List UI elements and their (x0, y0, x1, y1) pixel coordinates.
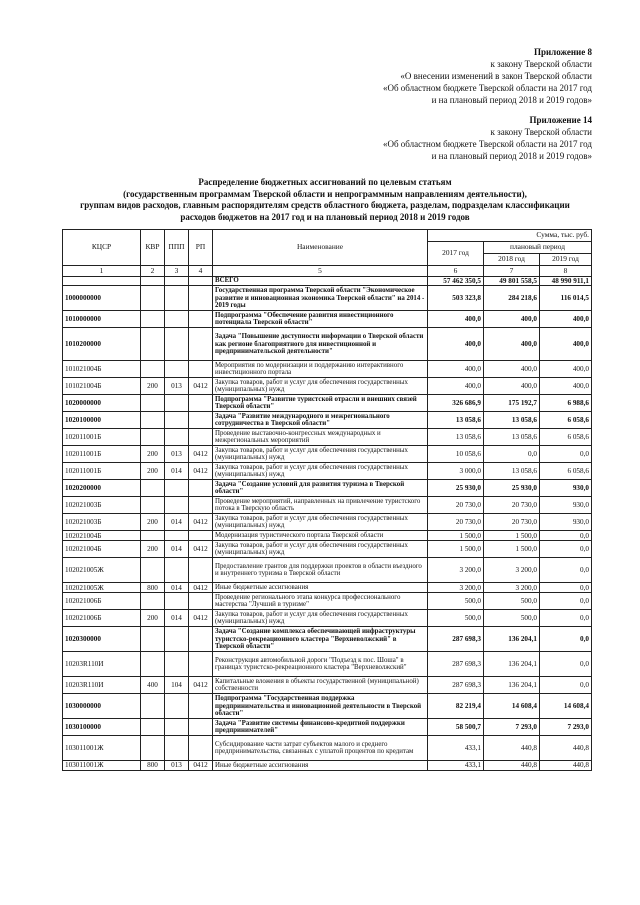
row-value-2018: 400,0 (484, 328, 540, 361)
row-value-2019: 7 293,0 (540, 719, 592, 736)
row-value-2018: 13 058,6 (484, 429, 540, 446)
row-value-2018: 500,0 (484, 593, 540, 610)
row-kcsr: 102011001Б (63, 463, 141, 480)
document-title-line: Распределение бюджетных ассигнований по целевым статьям (198, 177, 452, 187)
row-grbs: 013 (165, 378, 189, 395)
row-name: Закупка товаров, работ и услуг для обеспечения государственных (муниципальных) нужд (213, 514, 428, 531)
row-rp (189, 558, 213, 583)
document-title-line: (государственным программам Тверской области и непрограммным направлениям деятельности), (123, 188, 527, 199)
row-value-2019: 440,8 (540, 761, 592, 770)
row-rp: 0412 (189, 677, 213, 694)
row-value-2018: 14 608,4 (484, 694, 540, 719)
row-kvr (141, 497, 165, 514)
budget-table (62, 229, 592, 771)
row-rp (189, 627, 213, 652)
table-row (63, 583, 592, 593)
appendix-8-line: к закону Тверской области (490, 59, 592, 69)
row-kvr (141, 277, 165, 286)
table-row (63, 677, 592, 694)
row-value-2018: 13 058,6 (484, 412, 540, 429)
row-kcsr: 1020200000 (63, 480, 141, 497)
row-kvr (141, 361, 165, 378)
row-value-2017: 400,0 (428, 311, 484, 328)
column-number: 2 (141, 266, 165, 277)
row-kcsr: 1010000000 (63, 311, 141, 328)
row-grbs (165, 277, 189, 286)
table-row (63, 652, 592, 677)
row-value-2019: 0,0 (540, 652, 592, 677)
row-value-2018: 400,0 (484, 311, 540, 328)
appendix-14-line: и на плановый период 2018 и 2019 годов» (431, 151, 592, 161)
row-kcsr: 102021006Б (63, 610, 141, 627)
row-value-2018: 7 293,0 (484, 719, 540, 736)
appendix-8-line: и на плановый период 2018 и 2019 годов» (431, 95, 592, 105)
row-value-2017: 3 000,0 (428, 463, 484, 480)
appendix-8-header (383, 46, 592, 106)
row-value-2017: 58 500,7 (428, 719, 484, 736)
row-kvr (141, 480, 165, 497)
row-rp (189, 480, 213, 497)
row-value-2018: 400,0 (484, 378, 540, 395)
document-title (60, 177, 590, 223)
row-grbs (165, 395, 189, 412)
table-row (63, 593, 592, 610)
row-name: Закупка товаров, работ и услуг для обеспечения государственных (муниципальных) нужд (213, 446, 428, 463)
row-kcsr: 103011001Ж (63, 736, 141, 761)
row-value-2017: 287 698,3 (428, 677, 484, 694)
row-value-2019: 400,0 (540, 311, 592, 328)
row-rp: 0412 (189, 610, 213, 627)
table-row (63, 361, 592, 378)
row-kcsr: 102011001Б (63, 446, 141, 463)
row-grbs (165, 497, 189, 514)
row-value-2019: 0,0 (540, 677, 592, 694)
row-name: Предоставление грантов для поддержки проектов в области въездного и внутреннего туризма в Тверской области (213, 558, 428, 583)
row-value-2019: 6 058,6 (540, 412, 592, 429)
row-value-2017: 13 058,6 (428, 429, 484, 446)
row-value-2017: 20 730,0 (428, 497, 484, 514)
row-rp: 0412 (189, 761, 213, 770)
row-name: Закупка товаров, работ и услуг для обеспечения государственных (муниципальных) нужд (213, 463, 428, 480)
table-row (63, 719, 592, 736)
row-grbs (165, 531, 189, 541)
appendix-14-header (383, 114, 592, 162)
row-kvr (141, 719, 165, 736)
row-name: Закупка товаров, работ и услуг для обеспечения государственных (муниципальных) нужд (213, 541, 428, 558)
row-name: Задача "Развитие международного и межрегионального сотрудничества в Тверской области" (213, 412, 428, 429)
row-rp (189, 395, 213, 412)
row-kcsr: 10203R110И (63, 652, 141, 677)
row-kvr (141, 412, 165, 429)
table-row (63, 395, 592, 412)
row-value-2018: 440,8 (484, 736, 540, 761)
row-value-2017: 57 462 350,5 (428, 277, 484, 286)
row-grbs: 104 (165, 677, 189, 694)
row-name: Модернизация туристического портала Тверской области (213, 531, 428, 541)
row-value-2018: 440,8 (484, 761, 540, 770)
row-name: Реконструкция автомобильной дороги "Подъезд к пос. Шоша" в границах туристско-рекреационного кластера "Верхневолжский" (213, 652, 428, 677)
row-grbs (165, 480, 189, 497)
row-kcsr: 101021004Б (63, 378, 141, 395)
column-number: 4 (189, 266, 213, 277)
column-number: 6 (428, 266, 484, 277)
row-value-2018: 25 930,0 (484, 480, 540, 497)
appendix-14-line: к закону Тверской области (490, 127, 592, 137)
row-value-2018: 20 730,0 (484, 514, 540, 531)
table-row (63, 610, 592, 627)
row-kvr: 200 (141, 541, 165, 558)
row-kvr (141, 627, 165, 652)
row-value-2017: 433,1 (428, 761, 484, 770)
row-grbs (165, 694, 189, 719)
row-value-2017: 287 698,3 (428, 627, 484, 652)
column-number: 5 (213, 266, 428, 277)
row-value-2017: 503 323,8 (428, 286, 484, 311)
row-value-2019: 116 014,5 (540, 286, 592, 311)
row-value-2019: 400,0 (540, 328, 592, 361)
header-kvr: КВР (141, 230, 165, 266)
row-name: Задача "Развитие системы финансово-кредитной поддержки предпринимателей" (213, 719, 428, 736)
row-value-2017: 1 500,0 (428, 541, 484, 558)
appendix-14-line: «Об областном бюджете Тверской области на 2017 год (382, 139, 592, 149)
row-rp (189, 497, 213, 514)
row-kvr (141, 652, 165, 677)
row-name: ВСЕГО (213, 277, 428, 286)
row-value-2017: 326 686,9 (428, 395, 484, 412)
column-number: 8 (540, 266, 592, 277)
row-kcsr: 102021004Б (63, 531, 141, 541)
row-value-2017: 3 200,0 (428, 583, 484, 593)
row-grbs: 014 (165, 583, 189, 593)
row-name: Подпрограмма "Развитие туристской отрасли и внешних связей Тверской области" (213, 395, 428, 412)
row-kcsr: 10203R110И (63, 677, 141, 694)
table-row (63, 761, 592, 770)
row-kvr: 800 (141, 761, 165, 770)
row-rp (189, 286, 213, 311)
appendix-8-line: «Об областном бюджете Тверской области на 2017 год (382, 83, 592, 93)
row-value-2018: 3 200,0 (484, 583, 540, 593)
table-row (63, 446, 592, 463)
document-title-line: расходов бюджетов на 2017 год и на плановый период 2018 и 2019 годов (180, 211, 470, 222)
row-rp: 0412 (189, 583, 213, 593)
row-value-2018: 20 730,0 (484, 497, 540, 514)
row-value-2017: 500,0 (428, 610, 484, 627)
row-kvr (141, 429, 165, 446)
row-value-2017: 400,0 (428, 328, 484, 361)
row-value-2018: 13 058,6 (484, 463, 540, 480)
row-value-2019: 930,0 (540, 480, 592, 497)
row-kvr: 200 (141, 514, 165, 531)
row-value-2018: 136 204,1 (484, 677, 540, 694)
row-value-2019: 6 058,6 (540, 429, 592, 446)
row-value-2019: 0,0 (540, 583, 592, 593)
row-value-2019: 6 988,6 (540, 395, 592, 412)
row-rp: 0412 (189, 463, 213, 480)
table-row (63, 412, 592, 429)
row-value-2017: 3 200,0 (428, 558, 484, 583)
row-kvr (141, 694, 165, 719)
row-name: Субсидирование части затрат субъектов малого и среднего предпринимательства, связанных с уплатой процентов по кредитам (213, 736, 428, 761)
row-value-2018: 136 204,1 (484, 652, 540, 677)
row-kcsr: 101021004Б (63, 361, 141, 378)
row-kcsr: 102021003Б (63, 514, 141, 531)
row-kvr (141, 311, 165, 328)
row-kvr (141, 286, 165, 311)
row-rp: 0412 (189, 514, 213, 531)
table-row (63, 514, 592, 531)
row-kcsr: 102021006Б (63, 593, 141, 610)
row-grbs (165, 361, 189, 378)
row-name: Задача "Создание условий для развития туризма в Тверской области" (213, 480, 428, 497)
header-2018: 2018 год (484, 254, 540, 266)
row-grbs (165, 412, 189, 429)
row-value-2018: 400,0 (484, 361, 540, 378)
row-value-2019: 48 990 911,1 (540, 277, 592, 286)
row-value-2019: 400,0 (540, 361, 592, 378)
table-row (63, 497, 592, 514)
row-kcsr: 1030100000 (63, 719, 141, 736)
row-name: Иные бюджетные ассигнования (213, 761, 428, 770)
row-kvr (141, 395, 165, 412)
row-name: Подпрограмма "Обеспечение развития инвестиционного потенциала Тверской области" (213, 311, 428, 328)
header-grbs: ППП (165, 230, 189, 266)
column-number: 1 (63, 266, 141, 277)
table-row (63, 286, 592, 311)
row-rp: 0412 (189, 378, 213, 395)
row-kcsr: 1010200000 (63, 328, 141, 361)
row-kcsr (63, 277, 141, 286)
row-name: Капитальные вложения в объекты государственной (муниципальной) собственности (213, 677, 428, 694)
table-row (63, 558, 592, 583)
table-row (63, 736, 592, 761)
row-rp (189, 593, 213, 610)
row-kvr: 400 (141, 677, 165, 694)
row-kcsr: 1000000000 (63, 286, 141, 311)
row-kcsr: 1020300000 (63, 627, 141, 652)
row-kcsr: 103011001Ж (63, 761, 141, 770)
row-grbs: 014 (165, 541, 189, 558)
header-2019: 2019 год (540, 254, 592, 266)
row-name: Проведение выставочно-конгрессных международных и межрегиональных мероприятий (213, 429, 428, 446)
table-row (63, 378, 592, 395)
row-value-2019: 0,0 (540, 446, 592, 463)
table-row (63, 627, 592, 652)
row-name: Подпрограмма "Государственная поддержка предпринимательства и инновационной деятельности в Тверской области" (213, 694, 428, 719)
row-rp (189, 412, 213, 429)
table-row (63, 463, 592, 480)
document-title-line: группам видов расходов, главным распорядителям средств областного бюджета, разделам, подразделам классификации (80, 200, 570, 210)
row-value-2019: 930,0 (540, 514, 592, 531)
appendix-8-title: Приложение 8 (533, 47, 592, 57)
table-row (63, 694, 592, 719)
table-row (63, 541, 592, 558)
row-rp (189, 277, 213, 286)
row-rp (189, 694, 213, 719)
row-kcsr: 1020000000 (63, 395, 141, 412)
row-kvr (141, 593, 165, 610)
row-value-2017: 400,0 (428, 361, 484, 378)
row-grbs (165, 328, 189, 361)
appendix-14-title: Приложение 14 (529, 115, 592, 125)
row-grbs (165, 627, 189, 652)
row-grbs: 013 (165, 446, 189, 463)
table-row (63, 531, 592, 541)
row-name: Задача "Повышение доступности информации о Тверской области как регионе благоприятного для инвестиционной и предпринимательской деятельности" (213, 328, 428, 361)
row-value-2019: 0,0 (540, 558, 592, 583)
row-value-2017: 82 219,4 (428, 694, 484, 719)
row-kvr: 200 (141, 378, 165, 395)
row-rp: 0412 (189, 541, 213, 558)
row-grbs (165, 736, 189, 761)
row-rp (189, 328, 213, 361)
header-kcsr: КЦСР (63, 230, 141, 266)
row-value-2019: 6 058,6 (540, 463, 592, 480)
row-kcsr: 102021004Б (63, 541, 141, 558)
row-value-2017: 10 058,6 (428, 446, 484, 463)
row-name: Мероприятия по модернизации и поддержанию интерактивного инвестиционного портала (213, 361, 428, 378)
budget-table-body (63, 277, 592, 771)
row-value-2019: 0,0 (540, 541, 592, 558)
row-kcsr: 102021005Ж (63, 558, 141, 583)
row-value-2017: 433,1 (428, 736, 484, 761)
row-value-2018: 175 192,7 (484, 395, 540, 412)
row-rp (189, 736, 213, 761)
column-number: 3 (165, 266, 189, 277)
column-number: 7 (484, 266, 540, 277)
row-kcsr: 1030000000 (63, 694, 141, 719)
row-grbs (165, 558, 189, 583)
row-value-2018: 1 500,0 (484, 541, 540, 558)
row-kvr (141, 531, 165, 541)
row-grbs: 014 (165, 463, 189, 480)
table-row (63, 429, 592, 446)
row-kvr: 800 (141, 583, 165, 593)
row-value-2019: 0,0 (540, 531, 592, 541)
table-row (63, 480, 592, 497)
row-value-2017: 287 698,3 (428, 652, 484, 677)
row-kvr (141, 736, 165, 761)
row-grbs (165, 719, 189, 736)
row-name: Проведение регионального этапа конкурса профессионального мастерства "Лучший в туризме" (213, 593, 428, 610)
row-value-2017: 400,0 (428, 378, 484, 395)
row-value-2019: 0,0 (540, 627, 592, 652)
row-kvr (141, 328, 165, 361)
row-value-2017: 500,0 (428, 593, 484, 610)
row-value-2019: 440,8 (540, 736, 592, 761)
row-grbs (165, 652, 189, 677)
row-name: Закупка товаров, работ и услуг для обеспечения государственных (муниципальных) нужд (213, 378, 428, 395)
row-rp (189, 361, 213, 378)
row-rp: 0412 (189, 446, 213, 463)
row-rp (189, 429, 213, 446)
row-value-2018: 49 801 558,5 (484, 277, 540, 286)
table-row (63, 328, 592, 361)
row-value-2019: 0,0 (540, 593, 592, 610)
row-name: Проведение мероприятий, направленных на привлечение туристского потока в Тверскую область (213, 497, 428, 514)
row-kvr (141, 558, 165, 583)
row-rp (189, 531, 213, 541)
row-value-2018: 0,0 (484, 446, 540, 463)
row-grbs (165, 311, 189, 328)
row-name: Закупка товаров, работ и услуг для обеспечения государственных (муниципальных) нужд (213, 610, 428, 627)
header-2017: 2017 год (428, 242, 484, 266)
row-grbs (165, 286, 189, 311)
row-value-2018: 284 218,6 (484, 286, 540, 311)
header-sum: Сумма, тыс. руб. (428, 230, 592, 242)
row-grbs (165, 593, 189, 610)
row-grbs: 013 (165, 761, 189, 770)
row-rp (189, 719, 213, 736)
row-name: Задача "Создание комплекса обеспечивающей инфраструктуры туристско-рекреационного кластера "Верхневолжский" в Тверской области" (213, 627, 428, 652)
header-plan-period: плановый период (484, 242, 592, 254)
row-value-2019: 14 608,4 (540, 694, 592, 719)
row-value-2018: 136 204,1 (484, 627, 540, 652)
row-kcsr: 102021003Б (63, 497, 141, 514)
row-value-2017: 25 930,0 (428, 480, 484, 497)
row-value-2018: 1 500,0 (484, 531, 540, 541)
row-kvr: 200 (141, 463, 165, 480)
appendix-8-line: «О внесении изменений в закон Тверской области (400, 71, 592, 81)
table-row (63, 311, 592, 328)
row-grbs: 014 (165, 610, 189, 627)
row-value-2017: 1 500,0 (428, 531, 484, 541)
row-rp (189, 652, 213, 677)
row-value-2019: 400,0 (540, 378, 592, 395)
row-value-2018: 500,0 (484, 610, 540, 627)
row-value-2017: 13 058,6 (428, 412, 484, 429)
row-value-2019: 930,0 (540, 497, 592, 514)
row-kvr: 200 (141, 446, 165, 463)
row-value-2019: 0,0 (540, 610, 592, 627)
row-grbs: 014 (165, 514, 189, 531)
row-kcsr: 102021005Ж (63, 583, 141, 593)
row-rp (189, 311, 213, 328)
row-value-2017: 20 730,0 (428, 514, 484, 531)
header-name: Наименование (213, 230, 428, 266)
row-kcsr: 1020100000 (63, 412, 141, 429)
row-name: Государственная программа Тверской области "Экономическое развитие и инновационная экономика Тверской области" на 2014 - 2019 годы (213, 286, 428, 311)
row-kcsr: 102011001Б (63, 429, 141, 446)
row-grbs (165, 429, 189, 446)
table-row (63, 277, 592, 286)
row-value-2018: 3 200,0 (484, 558, 540, 583)
header-rp: РП (189, 230, 213, 266)
row-kvr: 200 (141, 610, 165, 627)
row-name: Иные бюджетные ассигнования (213, 583, 428, 593)
